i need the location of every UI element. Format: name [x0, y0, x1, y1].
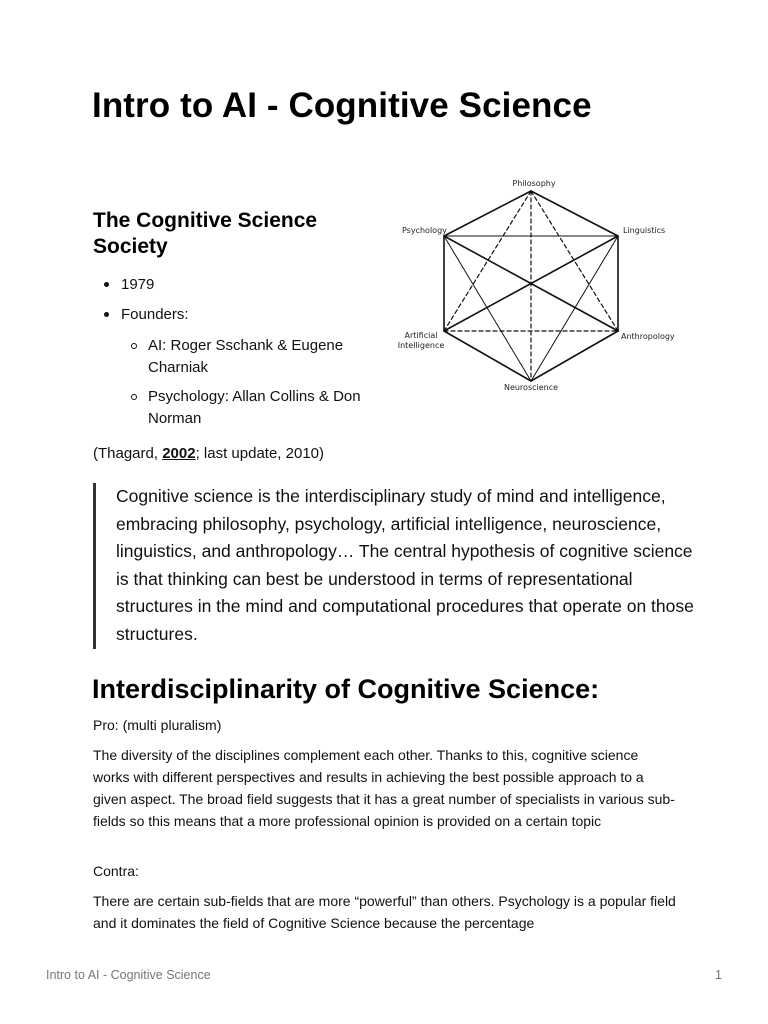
citation-prefix: (Thagard, — [93, 445, 163, 462]
list-item-founder-ai: AI: Roger Sschank & Eugene Charniak — [121, 335, 373, 378]
node-label-philosophy: Philosophy — [512, 179, 556, 188]
citation-year-link[interactable]: 2002 — [162, 445, 196, 462]
list-item-year — [93, 274, 373, 295]
quote-text: Cognitive science is the interdisciplinary study of mind and intelligence, embracing philosophy, psychology, artificial intelligence, neuroscience, linguistics, and anthropology… The central hypothesis of cognitive science is that thinking can best be understood in terms of representational structures in the mind and computational procedures that operate on those structures. — [116, 486, 694, 644]
footer-document-title: Intro to AI - Cognitive Science — [46, 968, 211, 982]
list-item-founder-psychology: Psychology: Allan Collins & Don Norman — [121, 386, 373, 429]
definition-blockquote — [93, 483, 706, 649]
pro-label: Pro: (multi pluralism) — [93, 717, 222, 733]
page-title: Intro to AI - Cognitive Science — [92, 86, 592, 125]
society-heading: The Cognitive Science Society — [93, 209, 318, 258]
list-item-label: Founders: — [121, 306, 189, 323]
node-label-anthropology: Anthropology — [621, 332, 675, 341]
node-label-ai-line2: Intelligence — [397, 341, 445, 350]
society-section — [93, 208, 373, 438]
footer-page-number: 1 — [715, 968, 722, 982]
node-label-psychology: Psychology — [402, 226, 447, 235]
pro-paragraph: The diversity of the disciplines complement each other. Thanks to this, cognitive science works with different perspectives and results in achieving the best possible approach to a given aspect. The broad field suggests that it has a great number of specialists in various sub-fields so this means that a more professional opinion is provided on a certain topic — [93, 747, 675, 829]
node-label-ai-line1: Artificial — [404, 331, 438, 340]
node-label-linguistics: Linguistics — [623, 226, 666, 235]
list-item-founders — [93, 304, 373, 429]
contra-paragraph: There are certain sub-fields that are more “powerful” than others. Psychology is a popular field and it dominates the field of Cognitive Science because the percentage — [93, 893, 676, 931]
society-list — [93, 274, 373, 429]
list-item-label: 1979 — [121, 276, 155, 293]
citation — [93, 444, 324, 464]
node-label-neuroscience: Neuroscience — [503, 383, 559, 392]
interdisciplinarity-heading: Interdisciplinarity of Cognitive Science: — [92, 674, 600, 704]
contra-label: Contra: — [93, 863, 139, 879]
cognitive-science-hexagon-diagram — [385, 170, 685, 400]
citation-suffix: ; last update, 2010) — [195, 445, 325, 462]
founders-list — [121, 335, 373, 429]
